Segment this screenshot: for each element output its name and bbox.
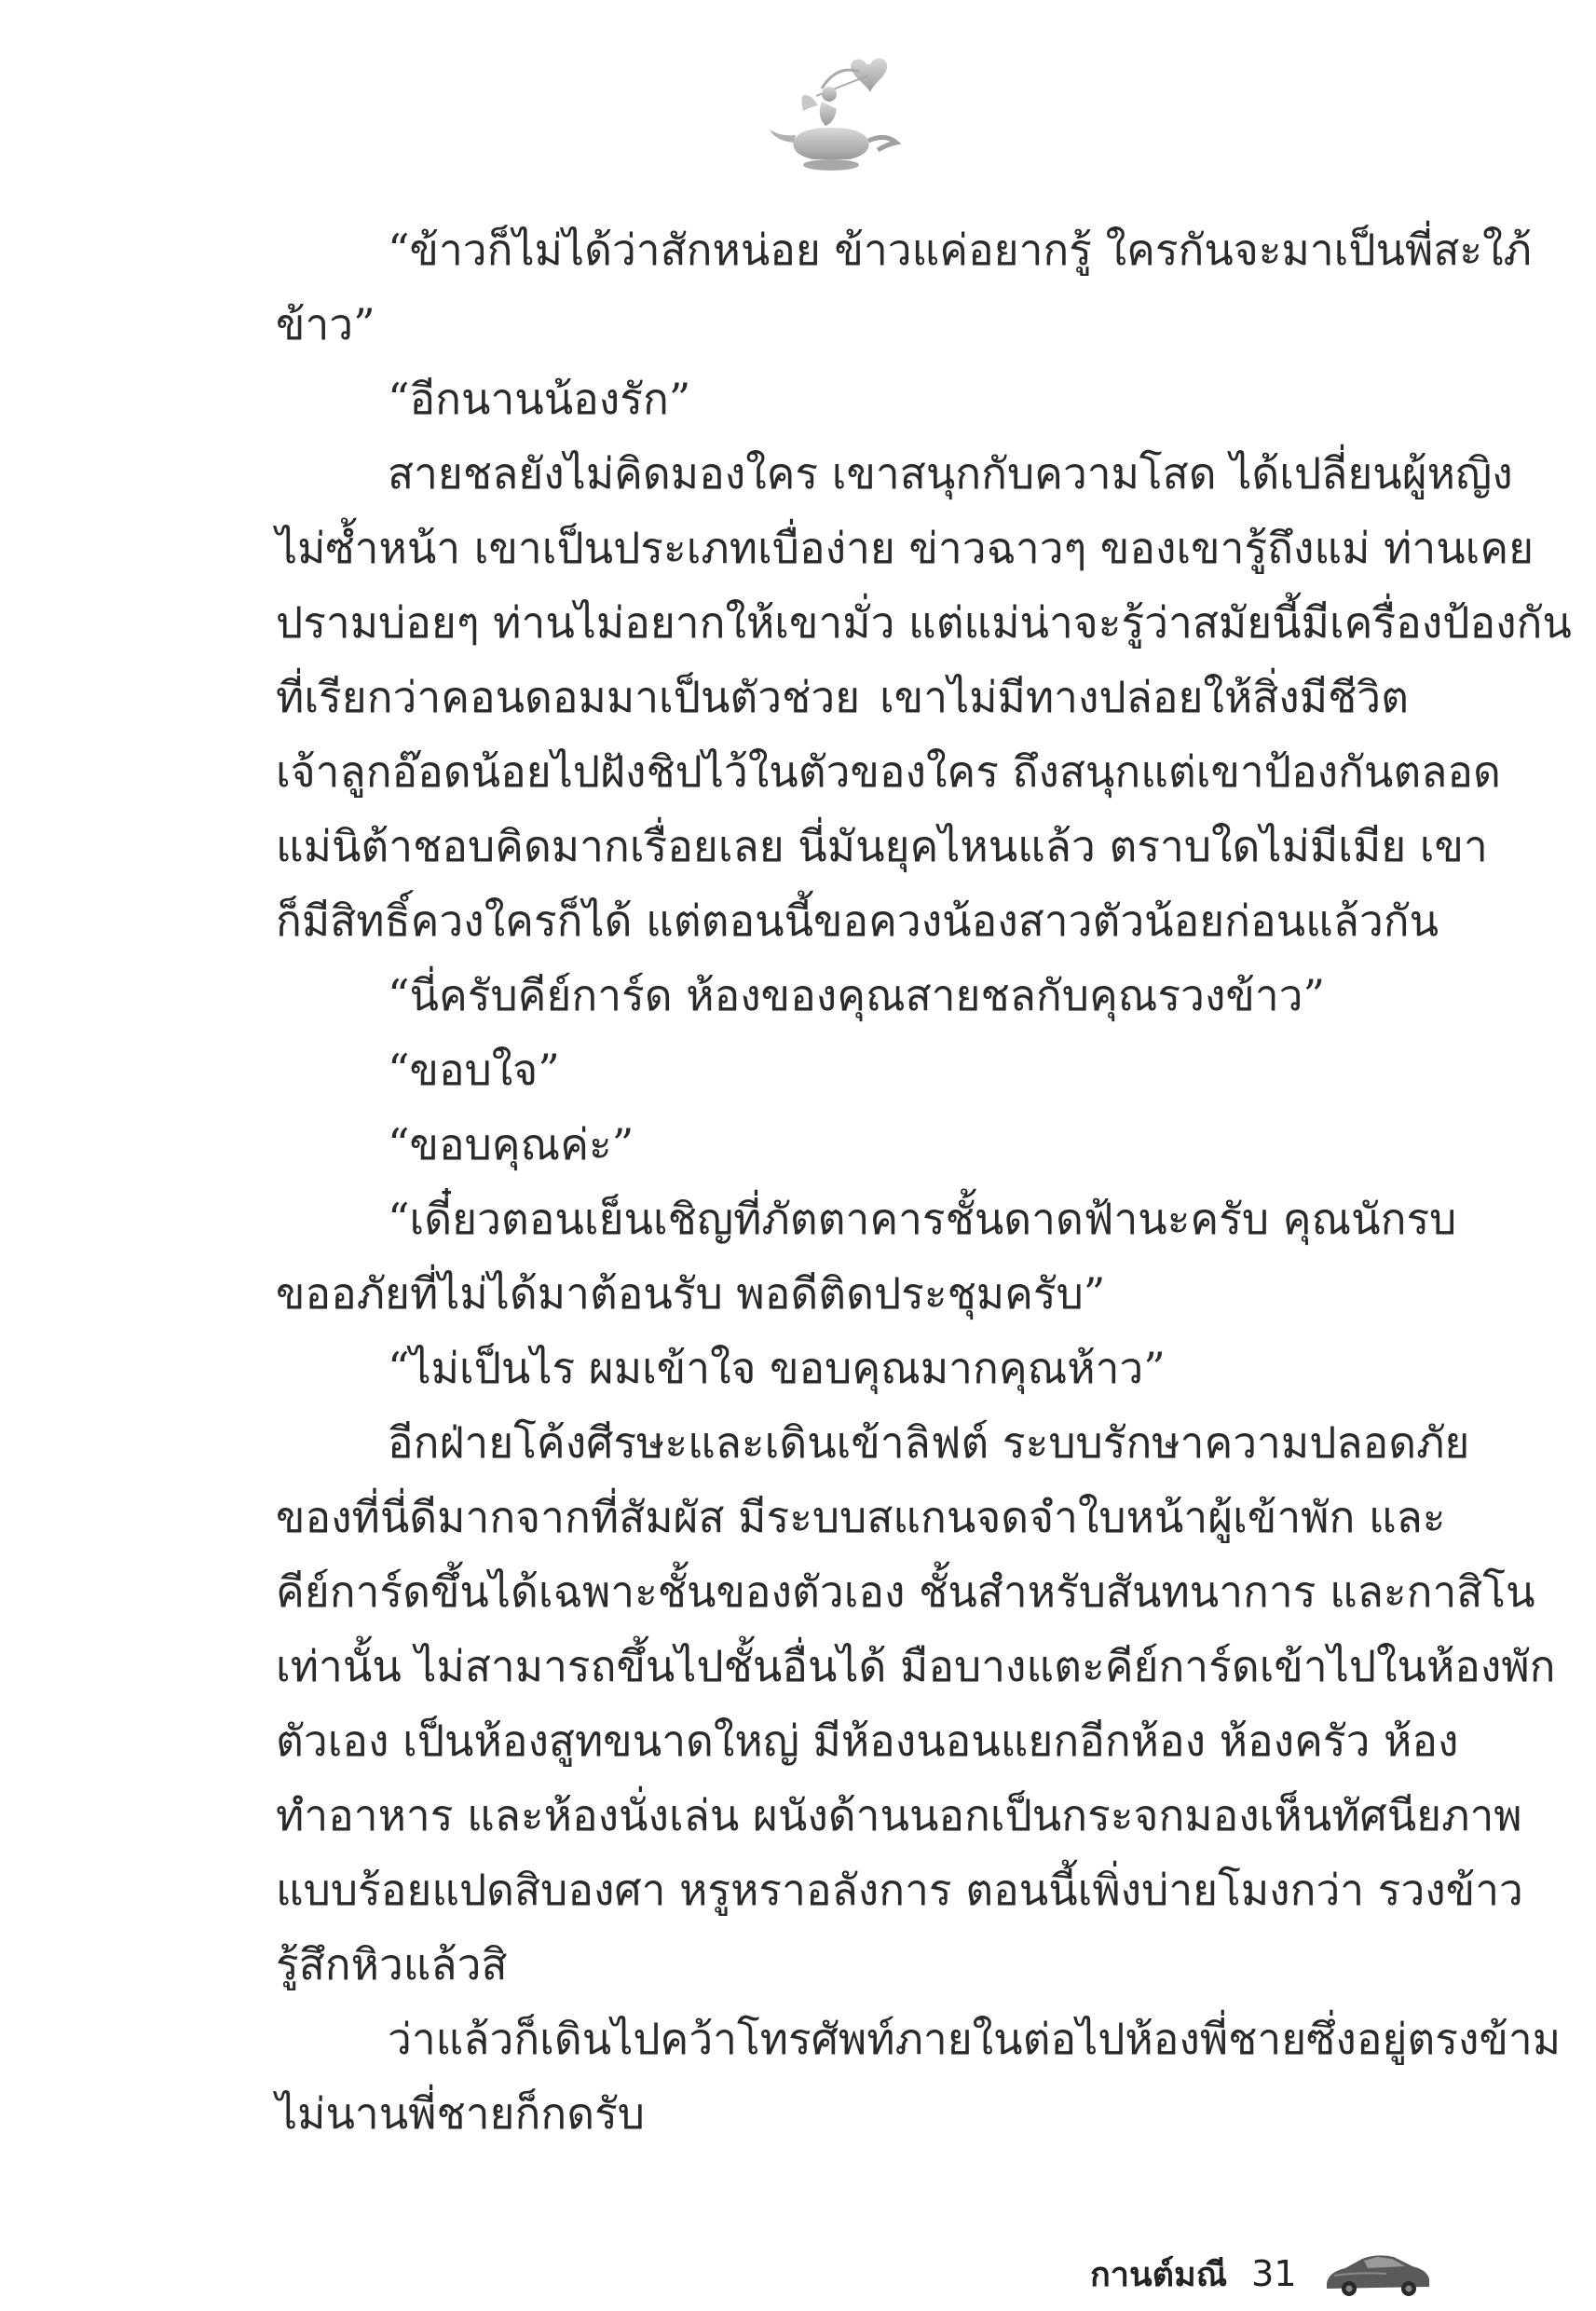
text-line: อีกฝ่ายโค้งศีรษะและเดินเข้าลิฟต์ ระบบรักษาความปลอดภัย [388, 1417, 1470, 1468]
text-line: ก็มีสิทธิ์ควงใครก็ได้ แต่ตอนนี้ขอควงน้องสาวตัวน้อยก่อนแล้วกัน [276, 896, 1439, 946]
text-line: ตัวเอง เป็นห้องสูทขนาดใหญ่ มีห้องนอนแยกอีกห้อง ห้องครัว ห้อง [276, 1716, 1459, 1766]
text-line: “ขอบคุณค่ะ” [388, 1119, 634, 1169]
text-line: “เดี๋ยวตอนเย็นเชิญที่ภัตตาคารชั้นดาดฟ้านะครับ คุณนักรบ [388, 1194, 1457, 1244]
text-line: ข้าว” [276, 299, 375, 349]
body-text [276, 212, 1572, 2151]
text-line: “ขอบใจ” [388, 1045, 560, 1095]
text-line: ของที่นี่ดีมากจากที่สัมผัส มีระบบสแกนจดจำใบหน้าผู้เข้าพัก และ [276, 1492, 1446, 1542]
page-footer [1090, 2246, 1433, 2302]
text-line: ไม่ซ้ำหน้า เขาเป็นประเภทเบื่อง่าย ข่าวฉาวๆ ของเขารู้ถึงแม่ ท่านเคย [276, 523, 1535, 573]
text-line: ปรามบ่อยๆ ท่านไม่อยากให้เขามั่ว แต่แม่น่าจะรู้ว่าสมัยนี้มีเครื่องป้องกัน [276, 597, 1572, 648]
text-line: “ข้าวก็ไม่ได้ว่าสักหน่อย ข้าวแค่อยากรู้ ใครกันจะมาเป็นพี่สะใภ้ [388, 225, 1532, 275]
text-line: คีย์การ์ดขึ้นได้เฉพาะชั้นของตัวเอง ชั้นสำหรับสันทนาการ และกาสิโน [276, 1566, 1535, 1617]
text-line: “นี่ครับคีย์การ์ด ห้องของคุณสายชลกับคุณรวงข้าว” [388, 970, 1326, 1020]
car-icon [1321, 2248, 1433, 2300]
text-line: “อีกนานน้องรัก” [388, 374, 691, 424]
text-line: ไม่นานพี่ชายก็กดรับ [276, 2088, 645, 2139]
text-line: แบบร้อยแปดสิบองศา หรูหราอลังการ ตอนนี้เพิ่งบ่ายโมงกว่า รวงข้าว [276, 1865, 1523, 1915]
text-line: ที่เรียกว่าคอนดอมมาเป็นตัวช่วย เขาไม่มีทางปล่อยให้สิ่งมีชีวิต [276, 672, 1409, 722]
text-line: ขออภัยที่ไม่ได้มาต้อนรับ พอดีติดประชุมครับ” [276, 1268, 1106, 1319]
text-line: ว่าแล้วก็เดินไปคว้าโทรศัพท์ภายในต่อไปห้องพี่ชายซึ่งอยู่ตรงข้าม [388, 2014, 1562, 2064]
text-line: รู้สึกหิวแล้วสิ [276, 1939, 508, 1990]
book-title: กานต์มณี [1090, 2255, 1228, 2294]
text-line: “ไม่เป็นไร ผมเข้าใจ ขอบคุณมากคุณห้าว” [388, 1343, 1166, 1393]
text-line: เจ้าลูกอ๊อดน้อยไปฝังชิปไว้ในตัวของใคร ถึงสนุกแต่เขาป้องกันตลอด [276, 746, 1501, 797]
text-line: สายชลยังไม่คิดมองใคร เขาสนุกกับความโสด ได้เปลี่ยนผู้หญิง [388, 448, 1513, 499]
page-number: 31 [1251, 2253, 1297, 2294]
text-line: ทำอาหาร และห้องนั่งเล่น ผนังด้านนอกเป็นกระจกมองเห็นทัศนียภาพ [276, 1790, 1522, 1840]
text-line: แม่นิต้าชอบคิดมากเรื่อยเลย นี่มันยุคไหนแล้ว ตราบใดไม่มีเมีย เขา [276, 821, 1488, 871]
cupid-teapot-ornament-icon [757, 51, 906, 182]
text-line: เท่านั้น ไม่สามารถขึ้นไปชั้นอื่นได้ มือบางแตะคีย์การ์ดเข้าไปในห้องพัก [276, 1641, 1556, 1691]
